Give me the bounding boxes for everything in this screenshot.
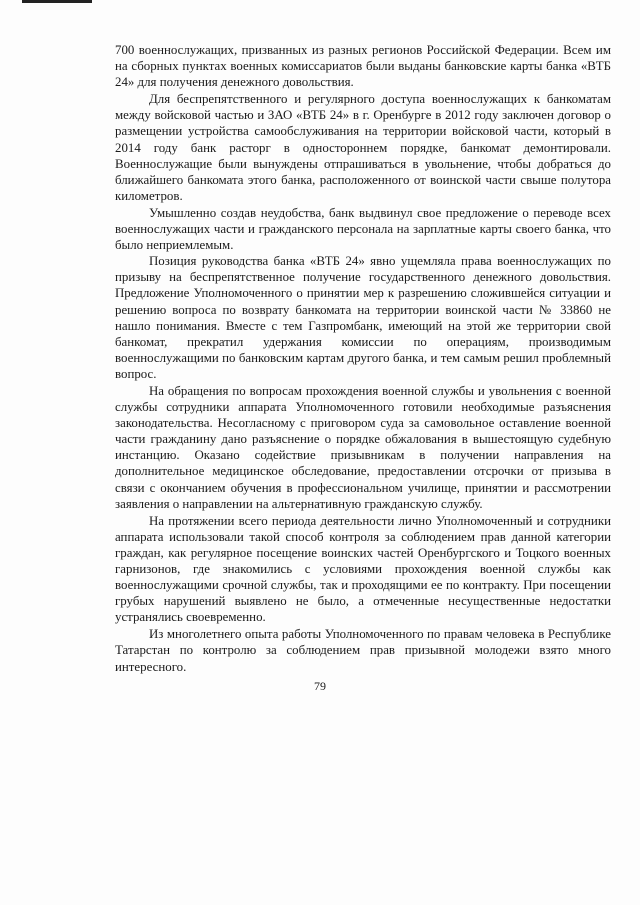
- document-body: [115, 42, 611, 675]
- paragraph-7: Из многолетнего опыта работы Уполномоченного по правам человека в Республике Татарстан по контролю за соблюдением прав призывной молодежи взято много интересного.: [115, 627, 611, 674]
- paragraph-3: Умышленно создав неудобства, банк выдвинул свое предложение о переводе всех военнослужащих части и гражданского персонала на зарплатные карты своего банка, что было неприемлемым.: [115, 205, 611, 253]
- paragraph-6: На протяжении всего периода деятельности лично Уполномоченный и сотрудники аппарата использовали такой способ контроля за соблюдением прав данной категории граждан, как регулярное посещение воинских частей Оренбургского и Тоцкого военных гарнизонов, где знакомились с условиями прохождения военной службы как военнослужащими срочной службы, так и проходящими ее по контракту. При посещении грубых нарушений выявлено не было, а отмеченные несущественные недостатки устранялись своевременно.: [115, 513, 611, 625]
- scan-edge-mark: [22, 0, 92, 3]
- paragraph-1: 700 военнослужащих, призванных из разных регионов Российской Федерации. Всем им на сборных пунктах военных комиссариатов были выданы банковские карты банка «ВТБ 24» для получения денежного довольствия.: [115, 43, 611, 90]
- paragraph-2: Для беспрепятственного и регулярного доступа военнослужащих к банкоматам между войсковой частью и ЗАО «ВТБ 24» в г. Оренбурге в 2012 году заключен договор о размещении устройства самообслуживания на территории войсковой части, который в 2014 году банк расторг в одностороннем порядке, банкомат демонтировали. Военнослужащие были вынуждены отпрашиваться в увольнение, чтобы добраться до ближайшего банкомата этого банка, расположенного от воинской части свыше полутора километров.: [115, 92, 611, 203]
- paragraph-5: На обращения по вопросам прохождения военной службы и увольнения с военной службы сотрудники аппарата Уполномоченного готовили необходимые разъяснения законодательства. Несогласному с приговором суда за самовольное оставление военной части гражданину дано разъяснение о порядке обжалования в вышестоящую судебную инстанцию. Оказано содействие призывникам в получении направления на дополнительное медицинское обследование, предоставлении отсрочки от призыва в связи с окончанием обучения в профессиональном училище, принятии и рассмотрении заявления о направлении на альтернативную гражданскую службу.: [115, 383, 611, 511]
- paragraph-4: Позиция руководства банка «ВТБ 24» явно ущемляла права военнослужащих по призыву на беспрепятственное получение государственного денежного довольствия. Предложение Уполномоченного о принятии мер к разрешению сложившейся ситуации и решению вопроса по возврату банкомата на территории воинской части № 33860 не нашло понимания. Вместе с тем Газпромбанк, имеющий на этой же территории свой банкомат, прекратил удержания комиссии по операциям, производимым военнослужащими по банковским картам другого банка, и тем самым решил проблемный вопрос.: [115, 254, 611, 381]
- page-number: 79: [314, 679, 326, 693]
